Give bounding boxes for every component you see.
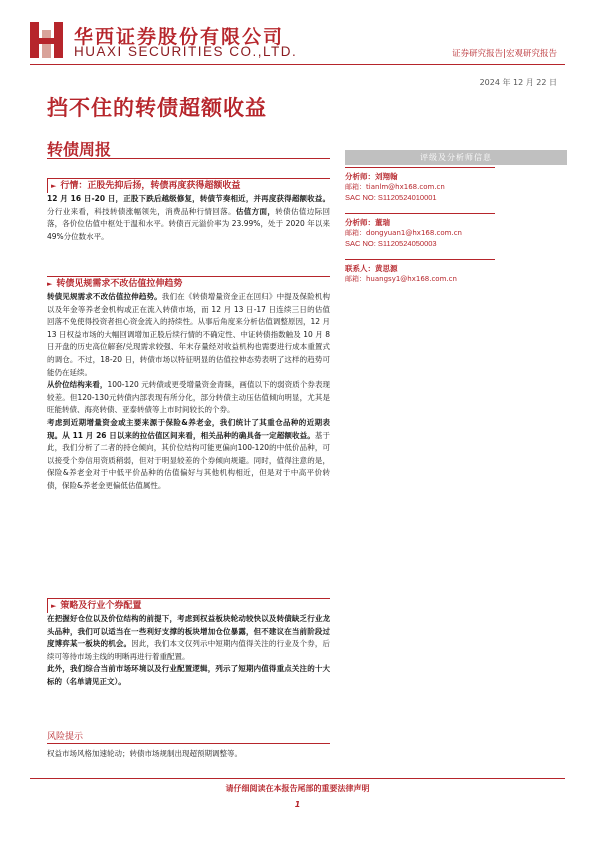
body-paragraph <box>47 663 330 688</box>
text-run: 此外，我们综合当前市场环境以及行业配置逻辑，列示了短期内值得重点关注的十大标的（名单请见正文）。 <box>47 664 330 686</box>
contact-entry <box>345 259 495 285</box>
text-run: 估值方面， <box>235 206 276 216</box>
company-name-cn: 华西证券股份有限公司 <box>74 26 285 48</box>
analyst-sac: SAC NO: S1120524010001 <box>345 192 437 202</box>
report-type: 证券研究报告|宏观研究报告 <box>452 49 557 59</box>
body-paragraph <box>47 193 330 243</box>
text-run: 因此，我们本文仅列示中短期内值得关注的行业及个券，后续可等待市场主线的明晰再进行着重配置。 <box>47 639 331 661</box>
section-heading <box>47 276 330 291</box>
analyst-entry <box>345 167 495 203</box>
section-heading <box>47 598 330 613</box>
section-strategy <box>47 598 330 689</box>
section-market <box>47 178 330 243</box>
analyst-name: 分析师：刘翔翰 <box>345 172 398 181</box>
analyst-entry <box>345 213 495 249</box>
footer-divider <box>30 778 565 779</box>
text-run: 转债估值边际回落，各价位估值中枢处于温和水平。转债百元溢价率为 23.99%，处于 2020 年以来 49%分位数水平。 <box>47 206 331 241</box>
text-run: 基于此，我们分析了二者的持仓倾向，其价位结构可能更偏向100-120的中低价品种，可以接受个券信用资质稍弱，但对于明显较差的个券倾向规避。同时，值得注意的是，保险&养老金对于中低平价品种的估值偏好与其他机构相近，但是对于中高平价转债，保险&养老金更偏低估值属性。 <box>47 430 330 490</box>
report-subtitle: 转债周报 <box>47 140 112 159</box>
body-paragraph <box>47 417 330 493</box>
analyst-panel <box>345 167 567 295</box>
body-paragraph <box>47 291 330 379</box>
section-demand <box>47 276 330 493</box>
report-title: 挡不住的转债超额收益 <box>47 95 267 120</box>
contact-email: 邮箱：huangsy1@hx168.com.cn <box>345 275 457 283</box>
analyst-sac: SAC NO: S1120524050003 <box>345 238 437 248</box>
analyst-email: 邮箱：tianlm@hx168.com.cn <box>345 183 445 191</box>
text-run: 转债见规需求不改估值拉伸趋势。 <box>47 292 162 301</box>
risk-text: 权益市场风格加速轮动；转债市场规制出现超预期调整等。 <box>47 749 242 758</box>
analyst-name: 分析师：董瑞 <box>345 218 390 227</box>
body-paragraph <box>47 613 330 663</box>
text-run: 分行业来看，科技转债涨幅领先，消费品种行情回落。 <box>47 206 236 216</box>
company-name-en: HUAXI SECURITIES CO.,LTD. <box>74 44 298 59</box>
risk-title: 风险提示 <box>47 732 84 742</box>
triangle-bullet-icon: ► <box>51 601 57 610</box>
text-run: 在把握好仓位以及价位结构的前提下，考虑到权益板块轮动较快以及转债缺乏行业龙头品种，我们可以适当在一些利好支撑的板块增加仓位暴露，但不建议在当前阶段过度博弈某一板块的机会。 <box>47 614 330 649</box>
huaxi-logo-icon <box>30 20 68 60</box>
risk-divider <box>47 743 330 744</box>
subtitle-divider <box>47 158 330 159</box>
text-run: 12 月 16 日-20 日，正股下跌后越级修复，转债节奏相近，并再度获得超额收益。 <box>47 194 330 203</box>
triangle-bullet-icon: ► <box>51 181 57 190</box>
analyst-email: 邮箱：dongyuan1@hx168.com.cn <box>345 229 462 237</box>
text-run: 从价位结构来看， <box>47 380 108 390</box>
header-divider <box>30 64 565 65</box>
section-heading-text: 策略及行业个券配置 <box>60 600 142 611</box>
triangle-bullet-icon: ► <box>47 279 53 288</box>
contact-name: 联系人：黄思源 <box>345 264 398 273</box>
report-date: 2024 年 12 月 22 日 <box>479 78 557 87</box>
analyst-panel-title: 评级及分析师信息 <box>345 150 567 165</box>
text-run: 考虑到近期增量资金或主要来源于保险&养老金，我们统计了其重仓品种的近期表现。从 11 月 26 日以来的拉估值区间来看，相关品种的确具备一定超额收益。 <box>47 417 330 440</box>
section-heading <box>47 178 330 193</box>
body-paragraph <box>47 379 330 417</box>
page-number: 1 <box>294 800 301 809</box>
text-run: 我们在《转债增量资金正在回归》中提及保险机构以及年金等养老金机构或正在流入转债市场，而 12 月 13 日-17 日连续三日的估值回落不免使得投资者担心资金流入的持续性。从事后角度来分析估值调整原因，12 月 13 日权益市场的大幅回调增加正股后续行情的不确定性、中证转债指数触及 10 月 8 日开盘的历史高位解套/兑现需求较强、年末存量经对收益机构也需要进行成本重置式的调仓。不过，18-20 日，转债市场以特征明显的估值拉伸态势表明了这样的趋势可能仍在延续。 <box>47 292 331 377</box>
legal-notice: 请仔细阅读在本报告尾部的重要法律声明 <box>225 784 370 793</box>
section-heading-text: 转债见规需求不改估值拉伸趋势 <box>56 278 183 289</box>
text-run: 100-120 元转债或更受增量资金青睐，画值以下的弱资质个券表现较差。但120-130元转债内部表现有所分化，部分转债主动压估值倾向明显，尤其是旺能转债、海亮转债、亚泰转债等上市时间较长的个券。 <box>47 380 330 415</box>
section-heading-text: 行情：正股先抑后扬，转债再度获得超额收益 <box>60 180 241 191</box>
